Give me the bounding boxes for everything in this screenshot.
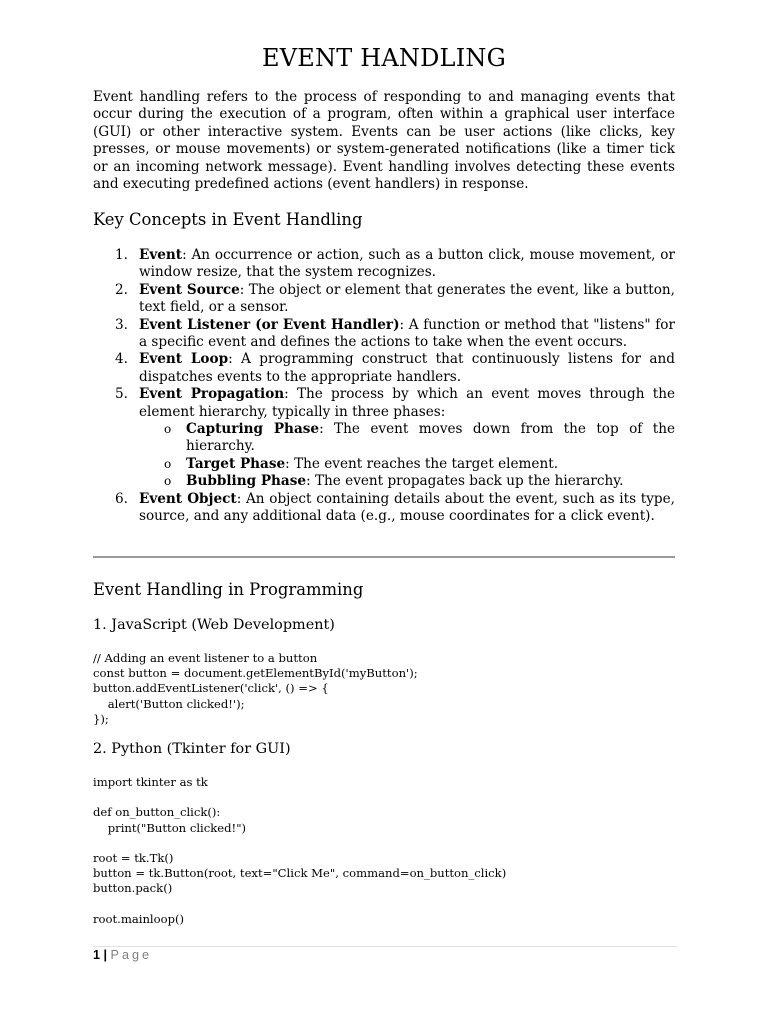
intro-paragraph: Event handling refers to the process of responding to and managing events that occur during the execution of a program, often within a graphical user interface (GUI) or other interactive system. Events can be user actions (like clicks, key presses, or mouse movements) or system-generated notifications (like a timer tick or an incoming network message). Event handling involves detecting these events and executing predefined actions (event handlers) in response.: [93, 89, 675, 193]
page-footer: [93, 948, 152, 962]
key-concepts-heading: Key Concepts in Event Handling: [93, 210, 363, 229]
javascript-code-block: // Adding an event listener to a button const button = document.getElementById('myButton'); button.addEventListener('click', () => { alert('Button clicked!'); });: [93, 651, 418, 726]
list-item: o Capturing Phase: The event moves down from the top of the hierarchy.: [164, 421, 675, 455]
propagation-phases-list: [139, 421, 675, 491]
key-concepts-list: [93, 247, 675, 526]
list-item: 2. Event Source: The object or element that generates the event, like a button, text field, or a sensor.: [115, 281, 675, 316]
python-code-block: import tkinter as tk def on_button_click(): print("Button clicked!") root = tk.Tk() button = tk.Button(root, text="Click Me", command=on_button_click) button.pack() root.mainloop(): [93, 775, 507, 926]
list-item: 5. Event Propagation: The process by which an event moves through the element hierarchy, typically in three phases: o Capturing Phase: The event moves down from the top of the hierarchy. o Target Phase: The event reaches the target element. o Bubbling Phase: The event propagates back up the hierarchy.: [115, 386, 675, 490]
python-heading: 2. Python (Tkinter for GUI): [93, 741, 291, 757]
list-item: 6. Event Object: An object containing details about the event, such as its type, source, and any additional data (e.g., mouse coordinates for a click event).: [115, 490, 675, 525]
list-item: o Target Phase: The event reaches the target element.: [164, 455, 559, 472]
programming-heading: Event Handling in Programming: [93, 580, 364, 599]
list-item: 1. Event: An occurrence or action, such as a button click, mouse movement, or window resize, that the system recognizes.: [115, 247, 675, 281]
list-item: o Bubbling Phase: The event propagates back up the hierarchy.: [164, 473, 624, 490]
footer-divider: [93, 946, 678, 947]
javascript-heading: 1. JavaScript (Web Development): [93, 617, 335, 633]
list-item: 4. Event Loop: A programming construct that continuously listens for and dispatches events to the appropriate handlers.: [115, 351, 675, 385]
list-item: 3. Event Listener (or Event Handler): A function or method that "listens" for a specific event and defines the actions to take when the event occurs.: [115, 316, 675, 351]
page-number: 1: [93, 948, 101, 962]
page-label: Page: [110, 948, 152, 962]
horizontal-divider: [93, 556, 675, 558]
footer-separator: |: [103, 948, 108, 962]
page-title: EVENT HANDLING: [262, 44, 506, 72]
